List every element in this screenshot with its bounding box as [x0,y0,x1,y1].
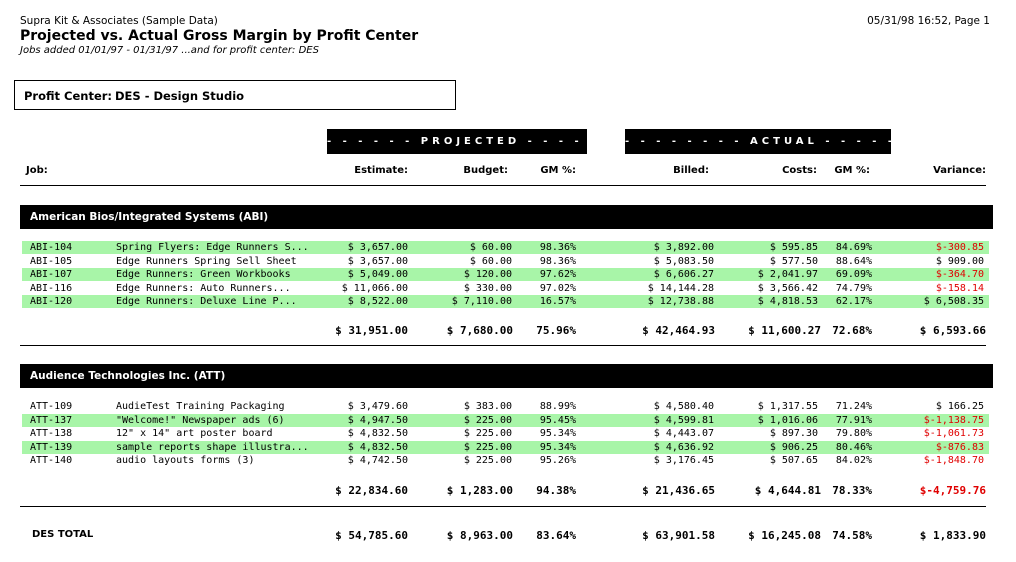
cell-gm-act: 62.17% [835,296,872,307]
cell-job: ABI-107 [30,269,73,280]
cell-variance: $-1,061.73 [923,428,984,439]
cell-billed: $ 3,176.45 [653,455,714,466]
group-rule [20,506,986,507]
cell-budget: $ 225.00 [463,428,512,439]
cell-estimate: $ 3,657.00 [347,255,408,267]
table-row [22,268,989,281]
cell-costs: $ 897.30 [769,428,818,439]
table-row [22,414,989,427]
cell-gm-act: 77.91% [835,414,872,426]
cell-budget: $ 330.00 [463,282,512,294]
cell-job: ATT-140 [30,455,73,466]
cell-estimate: $ 4,832.50 [347,441,408,453]
table-row [22,255,989,268]
cell-gm-act: 79.80% [835,428,872,439]
cell-job: ABI-116 [30,282,73,294]
cell-variance: $-876.83 [935,441,984,453]
cell-budget: $ 60.00 [469,242,512,253]
cell-desc: Edge Runners Spring Sell Sheet [116,255,297,267]
total-gm-proj: 83.64% [536,529,576,542]
cell-job: ATT-137 [30,414,73,426]
cell-billed: $ 3,892.00 [653,242,714,253]
profit-center-label: Profit Center: [24,89,113,103]
cell-gm-act: 80.46% [835,441,872,453]
cell-gm-proj: 97.62% [539,269,576,280]
cell-costs: $ 1,317.55 [757,401,818,412]
cell-desc: audio layouts forms (3) [116,455,255,466]
total-gm-act: 74.58% [832,529,872,542]
cell-costs: $ 3,566.42 [757,282,818,294]
table-row [22,400,989,413]
total-variance: $-4,759.76 [919,484,986,497]
cell-gm-act: 84.02% [835,455,872,466]
total-billed: $ 42,464.93 [642,324,715,337]
col-billed: Billed: [673,165,709,176]
cell-job: ATT-109 [30,401,73,412]
cell-gm-proj: 95.26% [539,455,576,466]
cell-estimate: $ 5,049.00 [347,269,408,280]
total-budget: $ 7,680.00 [446,324,513,337]
cell-gm-act: 69.09% [835,269,872,280]
total-budget: $ 1,283.00 [446,484,513,497]
page-info: 05/31/98 16:52, Page 1 [867,15,990,27]
cell-variance: $ 909.00 [935,255,984,267]
cell-desc: sample reports shape illustra... [116,441,309,453]
cell-gm-proj: 98.36% [539,242,576,253]
total-costs: $ 16,245.08 [748,529,821,542]
cell-desc: AudieTest Training Packaging [116,401,285,412]
cell-variance: $-1,138.75 [923,414,984,426]
cell-costs: $ 906.25 [769,441,818,453]
cell-desc: Spring Flyers: Edge Runners S... [116,242,309,253]
total-gm-proj: 75.96% [536,324,576,337]
group-rule [20,345,986,346]
cell-budget: $ 225.00 [463,414,512,426]
total-gm-act: 78.33% [832,484,872,497]
table-row [22,295,989,308]
cell-variance: $ 6,508.35 [923,296,984,307]
cell-job: ABI-120 [30,296,73,307]
cell-budget: $ 225.00 [463,441,512,453]
cell-billed: $ 4,636.92 [653,441,714,453]
projected-band: - - - - - - PROJECTED - - - - - - [327,129,587,154]
cell-gm-act: 84.69% [835,242,872,253]
table-row [22,441,989,454]
cell-gm-proj: 95.34% [539,428,576,439]
report-title: Projected vs. Actual Gross Margin by Profit Center [20,28,419,44]
cell-billed: $ 6,606.27 [653,269,714,280]
col-variance: Variance: [933,165,986,176]
cell-budget: $ 120.00 [463,269,512,280]
cell-desc: 12" x 14" art poster board [116,428,273,439]
cell-costs: $ 4,818.53 [757,296,818,307]
cell-job: ABI-105 [30,255,73,267]
table-row [22,427,989,440]
group-header: American Bios/Integrated Systems (ABI) [20,205,993,229]
cell-gm-proj: 88.99% [539,401,576,412]
cell-job: ATT-138 [30,428,73,439]
cell-estimate: $ 8,522.00 [347,296,408,307]
total-gm-act: 72.68% [832,324,872,337]
cell-billed: $ 4,443.07 [653,428,714,439]
group-header: Audience Technologies Inc. (ATT) [20,364,993,388]
header-rule [20,185,986,186]
cell-estimate: $ 4,947.50 [347,414,408,426]
total-estimate: $ 31,951.00 [335,324,408,337]
cell-budget: $ 7,110.00 [451,296,512,307]
total-costs: $ 4,644.81 [754,484,821,497]
actual-band: - - - - - - - - ACTUAL - - - - - - - - [625,129,891,154]
cell-gm-act: 71.24% [835,401,872,412]
cell-gm-proj: 98.36% [539,255,576,267]
total-estimate: $ 22,834.60 [335,484,408,497]
cell-gm-act: 74.79% [835,282,872,294]
col-gm-actual: GM %: [834,165,870,176]
total-costs: $ 11,600.27 [748,324,821,337]
cell-estimate: $ 4,832.50 [347,428,408,439]
cell-costs: $ 507.65 [769,455,818,466]
cell-gm-proj: 95.45% [539,414,576,426]
cell-gm-act: 88.64% [835,255,872,267]
cell-job: ATT-139 [30,441,73,453]
cell-estimate: $ 11,066.00 [341,282,408,294]
total-budget: $ 8,963.00 [446,529,513,542]
table-row [22,282,989,295]
cell-gm-proj: 16.57% [539,296,576,307]
cell-costs: $ 595.85 [769,242,818,253]
cell-variance: $-364.70 [935,269,984,280]
cell-gm-proj: 97.02% [539,282,576,294]
table-row [22,454,989,467]
cell-costs: $ 2,041.97 [757,269,818,280]
table-row [22,241,989,254]
company-name: Supra Kit & Associates (Sample Data) [20,15,218,27]
cell-desc: "Welcome!" Newspaper ads (6) [116,414,285,426]
grand-total-label: DES TOTAL [32,529,94,540]
cell-job: ABI-104 [30,242,73,253]
total-gm-proj: 94.38% [536,484,576,497]
cell-budget: $ 225.00 [463,455,512,466]
cell-desc: Edge Runners: Green Workbooks [116,269,291,280]
col-job: Job: [26,165,48,176]
cell-billed: $ 4,599.81 [653,414,714,426]
cell-estimate: $ 3,657.00 [347,242,408,253]
cell-gm-proj: 95.34% [539,441,576,453]
total-estimate: $ 54,785.60 [335,529,408,542]
cell-budget: $ 60.00 [469,255,512,267]
cell-costs: $ 577.50 [769,255,818,267]
col-costs: Costs: [782,165,817,176]
total-billed: $ 63,901.58 [642,529,715,542]
profit-center-value: DES - Design Studio [115,89,245,103]
cell-billed: $ 12,738.88 [647,296,714,307]
cell-estimate: $ 4,742.50 [347,455,408,466]
cell-billed: $ 5,083.50 [653,255,714,267]
col-budget: Budget: [463,165,508,176]
cell-estimate: $ 3,479.60 [347,401,408,412]
total-variance: $ 6,593.66 [919,324,986,337]
col-estimate: Estimate: [354,165,408,176]
cell-billed: $ 14,144.28 [647,282,714,294]
cell-variance: $-300.85 [935,242,984,253]
col-gm-projected: GM %: [540,165,576,176]
cell-variance: $ 166.25 [935,401,984,412]
total-variance: $ 1,833.90 [919,529,986,542]
cell-budget: $ 383.00 [463,401,512,412]
cell-variance: $-158.14 [935,282,984,294]
report-subtitle: Jobs added 01/01/97 - 01/31/97 ...and for profit center: DES [20,45,319,56]
cell-costs: $ 1,016.06 [757,414,818,426]
total-billed: $ 21,436.65 [642,484,715,497]
cell-desc: Edge Runners: Deluxe Line P... [116,296,297,307]
cell-desc: Edge Runners: Auto Runners... [116,282,291,294]
cell-billed: $ 4,580.40 [653,401,714,412]
profit-center-box [14,80,456,110]
cell-variance: $-1,848.70 [923,455,984,466]
